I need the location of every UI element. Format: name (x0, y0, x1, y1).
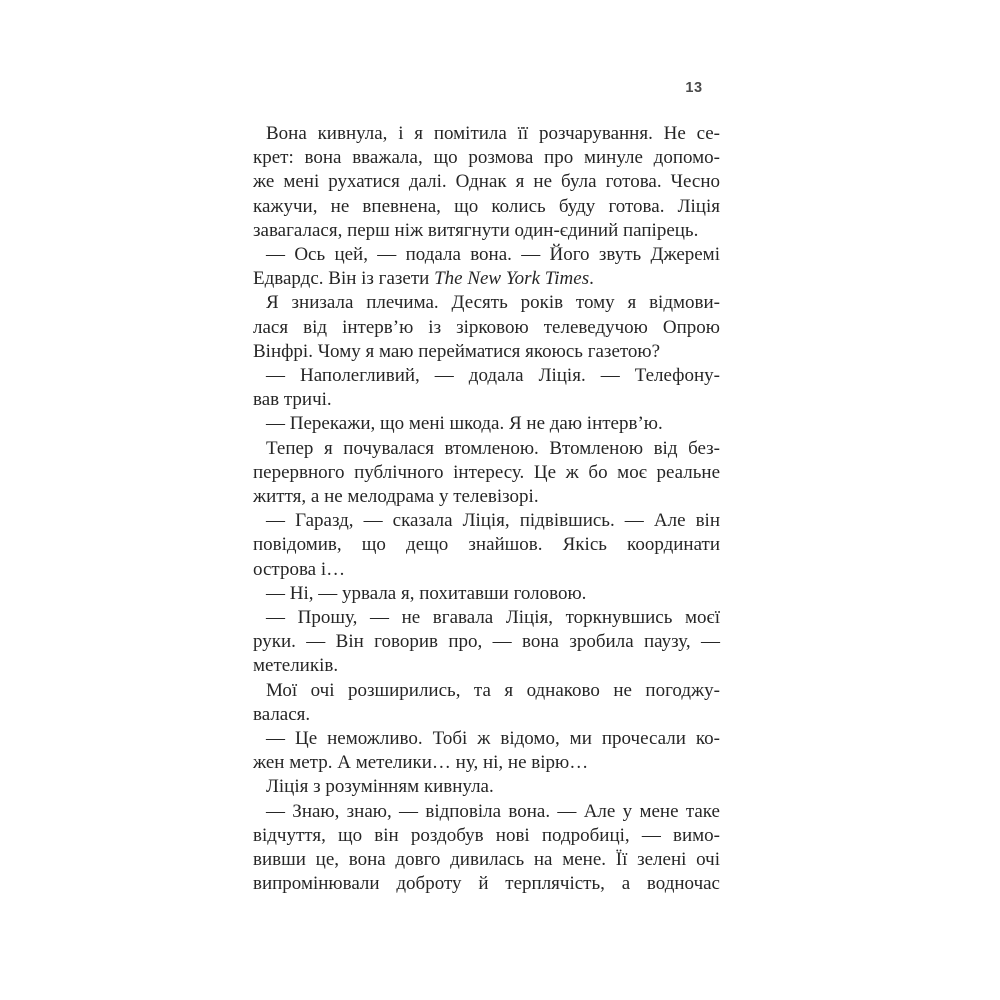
text-line: жен метр. А метелики… ну, ні, не вірю… (253, 752, 589, 774)
text-line: — Прошу, — не вгавала Ліція, торкнувшись моєї (266, 607, 720, 629)
text-line: вивши це, вона довго дивилась на мене. Її зелені очі (253, 849, 720, 871)
text-line: руки. — Він говорив про, — вона зробила паузу, — (253, 631, 720, 653)
text-line: повідомив, що дещо знайшов. Якісь координати (253, 534, 720, 556)
text-line: Вінфрі. Чому я маю перейматися якоюсь газетою? (253, 340, 661, 362)
text-block (253, 122, 720, 897)
text-line: випромінювали доброту й терплячість, а водночас (253, 873, 720, 895)
text-line: — Це неможливо. Тобі ж відомо, ми прочесали ко- (266, 728, 720, 750)
italic-text: The New York Times (434, 268, 590, 290)
text-line: лася від інтерв’ю із зірковою телеведучою Опрою (253, 316, 720, 338)
text-line: крет: вона вважала, що розмова про минуле допомо- (253, 147, 720, 169)
text-line: — Наполегливий, — додала Ліція. — Телефону- (266, 365, 720, 387)
text-line: життя, а не мелодрама у телевізорі. (253, 486, 539, 508)
text-line: же мені рухатися далі. Однак я не була готова. Чесно (253, 171, 720, 193)
text-line: відчуття, що він роздобув нові подробиці, — вимо- (253, 824, 720, 846)
page-number: 13 (685, 80, 703, 96)
text-line: завагалася, перш ніж витягнути один-єдиний папірець. (253, 219, 699, 241)
text-line: кажучи, не впевнена, що колись буду готова. Ліція (253, 195, 720, 217)
text-line: — Гаразд, — сказала Ліція, підвівшись. — Але він (266, 510, 720, 532)
text-line: Я знизала плечима. Десять років тому я відмови- (266, 292, 720, 314)
text-line (253, 267, 720, 291)
text-line: — Перекажи, що мені шкода. Я не даю інтерв’ю. (266, 413, 663, 435)
text-line: острова і… (253, 558, 346, 580)
text-line: — Ні, — урвала я, похитавши головою. (266, 582, 587, 604)
text-line: Ліція з розумінням кивнула. (266, 776, 494, 798)
text-line: Вона кивнула, і я помітила її розчарування. Не се- (266, 123, 720, 144)
text-line: валася. (253, 703, 311, 725)
text-line: — Ось цей, — подала вона. — Його звуть Джеремі (266, 244, 720, 266)
text-line: Тепер я почувалася втомленою. Втомленою від без- (266, 437, 720, 459)
text-line: вав тричі. (253, 389, 332, 411)
text-line: перервного публічного інтересу. Це ж бо моє реальне (253, 461, 720, 483)
text-line: — Знаю, знаю, — відповіла вона. — Але у мене таке (266, 800, 720, 822)
text-segment: Едвардс. Він із газети (253, 268, 435, 290)
text-segment: . (589, 268, 594, 290)
text-line: Мої очі розширились, та я однаково не погоджу- (266, 679, 720, 701)
text-line: метеликів. (253, 655, 339, 677)
